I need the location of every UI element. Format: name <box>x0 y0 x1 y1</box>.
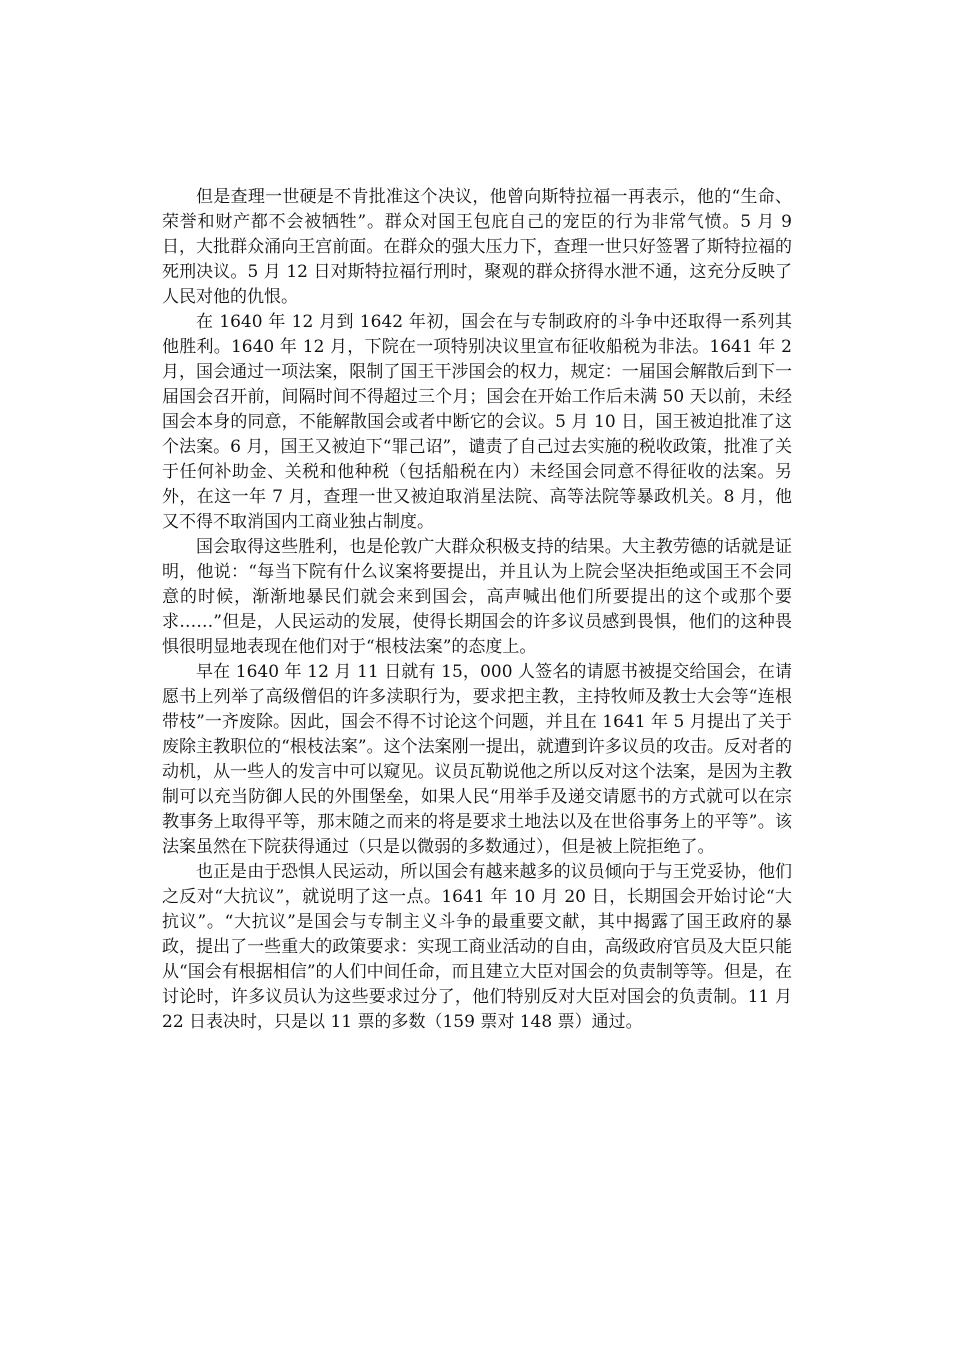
paragraph: 在 1640 年 12 月到 1642 年初，国会在与专制政府的斗争中还取得一系列其他胜利。1640 年 12 月，下院在一项特别决议里宣布征收船税为非法。1641 年 2 月，国会通过一项法案，限制了国王干涉国会的权力，规定：一届国会解散后到下一届国会召开前，间隔时间不得超过三个月；国会在开始工作后未满 50 天以前，未经国会本身的同意，不能解散国会或者中断它的会议。5 月 10 日，国王被迫批准了这个法案。6 月，国王又被迫下“罪己诏”，谴责了自己过去实施的税收政策，批准了关于任何补助金、关税和他种税（包括船税在内）未经国会同意不得征收的法案。另外，在这一年 7 月，查理一世又被迫取消星法院、高等法院等暴政机关。8 月，他又不得不取消国内工商业独占制度。 <box>162 312 792 532</box>
paragraph: 也正是由于恐惧人民运动，所以国会有越来越多的议员倾向于与王党妥协，他们之反对“大抗议”，就说明了这一点。1641 年 10 月 20 日，长期国会开始讨论“大抗议”。“大抗议”是国会与专制主义斗争的最重要文献，其中揭露了国王政府的暴政，提出了一些重大的政策要求：实现工商业活动的自由，高级政府官员及大臣只能从“国会有根据相信”的人们中间任命，而且建立大臣对国会的负责制等等。但是，在讨论时，许多议员认为这些要求过分了，他们特别反对大臣对国会的负责制。11 月 22 日表决时，只是以 11 票的多数（159 票对 148 票）通过。 <box>162 862 792 1032</box>
paragraph: 但是查理一世硬是不肯批准这个决议，他曾向斯特拉福一再表示，他的“生命、荣誉和财产都不会被牺牲”。群众对国王包庇自己的宠臣的行为非常气愤。5 月 9 日，大批群众涌向王宫前面。在群众的强大压力下，查理一世只好签署了斯特拉福的死刑决议。5 月 12 日对斯特拉福行刑时，聚观的群众挤得水泄不通，这充分反映了人民对他的仇恨。 <box>162 187 792 307</box>
paragraph: 国会取得这些胜利，也是伦敦广大群众积极支持的结果。大主教劳德的话就是证明，他说：“每当下院有什么议案将要提出，并且认为上院会坚决拒绝或国王不会同意的时候，渐渐地暴民们就会来到国会，高声喊出他们所要提出的这个或那个要求……”但是，人民运动的发展，使得长期国会的许多议员感到畏惧，他们的这种畏惧很明显地表现在他们对于“根枝法案”的态度上。 <box>162 537 792 657</box>
document-page <box>162 185 792 1035</box>
paragraph: 早在 1640 年 12 月 11 日就有 15，000 人签名的请愿书被提交给国会，在请愿书上列举了高级僧侣的许多渎职行为，要求把主教，主持牧师及教士大会等“连根带枝”一齐废除。因此，国会不得不讨论这个问题，并且在 1641 年 5 月提出了关于废除主教职位的“根枝法案”。这个法案刚一提出，就遭到许多议员的攻击。反对者的动机，从一些人的发言中可以窥见。议员瓦勒说他之所以反对这个法案，是因为主教制可以充当防御人民的外围堡垒，如果人民“用举手及递交请愿书的方式就可以在宗教事务上取得平等，那末随之而来的将是要求土地法以及在世俗事务上的平等”。该法案虽然在下院获得通过（只是以微弱的多数通过），但是被上院拒绝了。 <box>162 662 792 857</box>
